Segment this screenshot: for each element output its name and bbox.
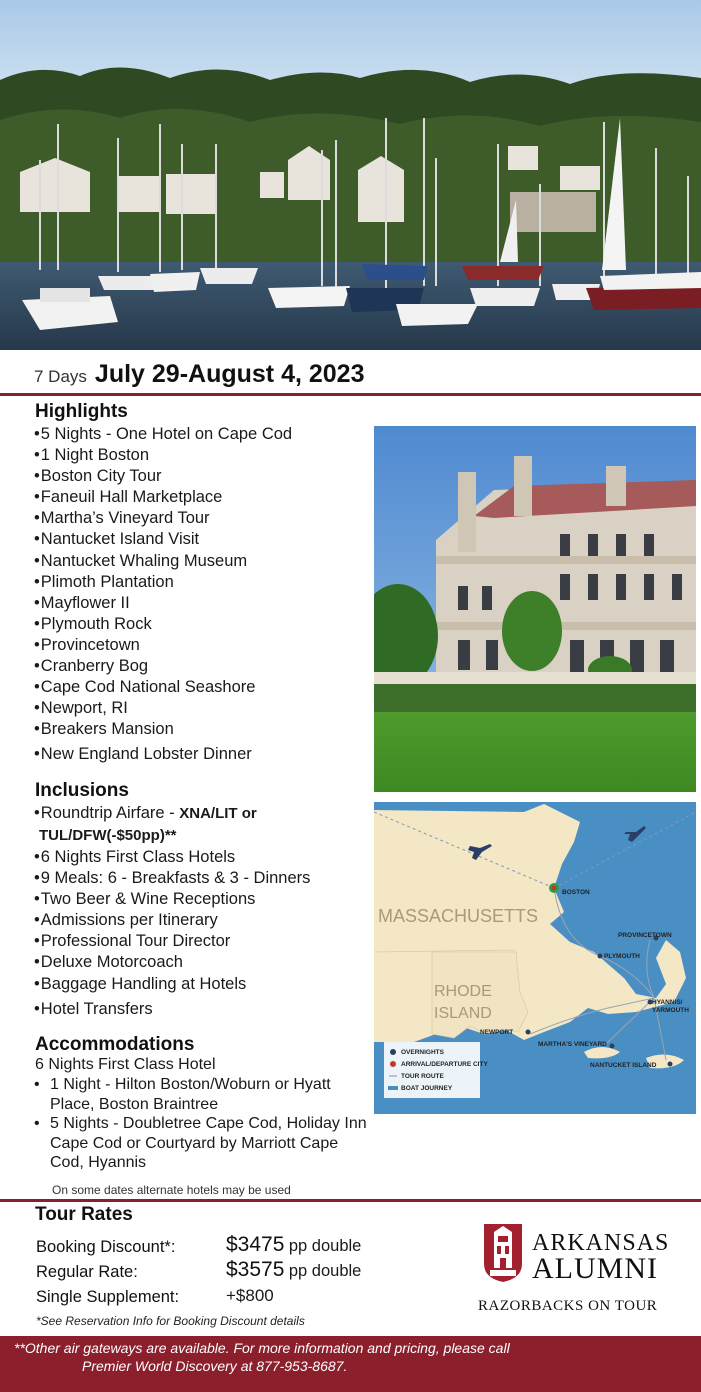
logo-arkansas: ARKANSAS (532, 1230, 670, 1256)
legend-tour-route: TOUR ROUTE (401, 1073, 444, 1080)
rate-booking (226, 1233, 361, 1257)
list-item: • New England Lobster Dinner (34, 744, 292, 765)
reservation-note: *See Reservation Info for Booking Discount details (36, 1314, 305, 1328)
list-item: • 5 Nights - Doubletree Cape Cod, Holiday Inn Cape Cod or Courtyard by Marriott Cape Cod, Hyannis (34, 1114, 374, 1173)
list-item: • Baggage Handling at Hotels (34, 974, 310, 995)
list-item-airfare (34, 803, 310, 825)
highlights-heading: Highlights (35, 401, 128, 422)
list-item: • Newport, RI (34, 698, 292, 719)
map-city-yarmouth: YARMOUTH (652, 1007, 689, 1014)
list-item: • Admissions per Itinerary (34, 910, 310, 931)
list-item: • 1 Night Boston (34, 445, 292, 466)
harbor-photo (0, 0, 701, 350)
map-legend (384, 1042, 488, 1098)
list-item: • 6 Nights First Class Hotels (34, 847, 310, 868)
list-item: • Two Beer & Wine Receptions (34, 889, 310, 910)
rate-label-single: Single Supplement: (36, 1288, 180, 1306)
rate-label-booking: Booking Discount*: (36, 1238, 176, 1256)
breakers-mansion-photo (374, 426, 696, 792)
inclusions-heading: Inclusions (35, 780, 129, 801)
airfare-label: Roundtrip Airfare - (40, 804, 180, 822)
list-item: • Mayflower II (34, 593, 292, 614)
list-item: • Deluxe Motorcoach (34, 952, 310, 973)
list-item: • Nantucket Whaling Museum (34, 551, 292, 572)
trip-dates (34, 360, 364, 389)
list-item: • Faneuil Hall Marketplace (34, 487, 292, 508)
footer-banner (0, 1336, 701, 1392)
list-item: • Cranberry Bog (34, 656, 292, 677)
arkansas-seal-icon (482, 1222, 524, 1284)
list-item: • Plymouth Rock (34, 614, 292, 635)
list-item: • Nantucket Island Visit (34, 529, 292, 550)
tour-route-map (374, 802, 696, 1114)
airfare-gateways: XNA/LIT or (179, 805, 257, 822)
divider-top (0, 393, 701, 396)
rate-price: $3575 (226, 1258, 285, 1281)
map-city-newport: NEWPORT (480, 1029, 514, 1036)
rate-price: $3475 (226, 1233, 285, 1256)
airfare-gateways-cont: TUL/DFW(-$50pp)** (39, 827, 177, 844)
map-city-hyannis: HYANNIS/ (652, 999, 683, 1006)
logo-tagline: RAZORBACKS ON TOUR (478, 1298, 658, 1314)
list-item: • Boston City Tour (34, 466, 292, 487)
logo-alumni: ALUMNI (532, 1252, 658, 1285)
rate-unit: pp double (288, 1237, 362, 1255)
rate-price: +$800 (226, 1286, 274, 1305)
accommodations-heading: Accommodations (35, 1034, 195, 1055)
list-item: • 5 Nights - One Hotel on Cape Cod (34, 424, 292, 445)
accommodations-subtitle: 6 Nights First Class Hotel (35, 1056, 216, 1073)
list-item: • 9 Meals: 6 - Breakfasts & 3 - Dinners (34, 868, 310, 889)
rate-unit: pp double (288, 1262, 362, 1280)
map-city-nantucket: NANTUCKET ISLAND (590, 1062, 657, 1069)
rate-label-regular: Regular Rate: (36, 1263, 138, 1281)
trip-duration: 7 Days (34, 367, 87, 386)
footer-line-2: Premier World Discovery at 877-953-8687. (82, 1358, 348, 1374)
list-item: • Provincetown (34, 635, 292, 656)
legend-boat-journey: BOAT JOURNEY (401, 1085, 453, 1092)
inclusions-list (34, 803, 310, 1020)
list-item: • Hotel Transfers (34, 999, 310, 1020)
map-label-island: ISLAND (434, 1005, 492, 1022)
footer-line-1: **Other air gateways are available. For more information and pricing, please call (14, 1340, 510, 1356)
list-item: • Cape Cod National Seashore (34, 677, 292, 698)
map-city-plymouth: PLYMOUTH (604, 953, 640, 960)
rate-regular (226, 1258, 361, 1282)
map-city-boston: BOSTON (562, 889, 590, 896)
alternate-hotels-note: On some dates alternate hotels may be used (52, 1183, 291, 1197)
tour-rates-heading: Tour Rates (35, 1204, 133, 1225)
map-city-provincetown: PROVINCETOWN (618, 932, 672, 939)
divider-bottom (0, 1199, 701, 1202)
list-item: • Plimoth Plantation (34, 572, 292, 593)
map-city-marthas-vineyard: MARTHA'S VINEYARD (538, 1041, 607, 1048)
list-item: • Professional Tour Director (34, 931, 310, 952)
highlights-list (34, 424, 292, 766)
list-item: • 1 Night - Hilton Boston/Woburn or Hyatt Place, Boston Braintree (34, 1075, 374, 1114)
accommodations-list (18, 1075, 374, 1173)
legend-overnights: OVERNIGHTS (401, 1049, 444, 1056)
legend-arrival-city: ARRIVAL/DEPARTURE CITY (401, 1061, 488, 1068)
rate-single (226, 1286, 274, 1306)
map-label-massachusetts: MASSACHUSETTS (378, 906, 539, 926)
map-label-rhode: RHODE (434, 983, 492, 1000)
list-item: • Breakers Mansion (34, 719, 292, 740)
trip-date-range: July 29-August 4, 2023 (94, 360, 365, 388)
list-item: • Martha’s Vineyard Tour (34, 508, 292, 529)
